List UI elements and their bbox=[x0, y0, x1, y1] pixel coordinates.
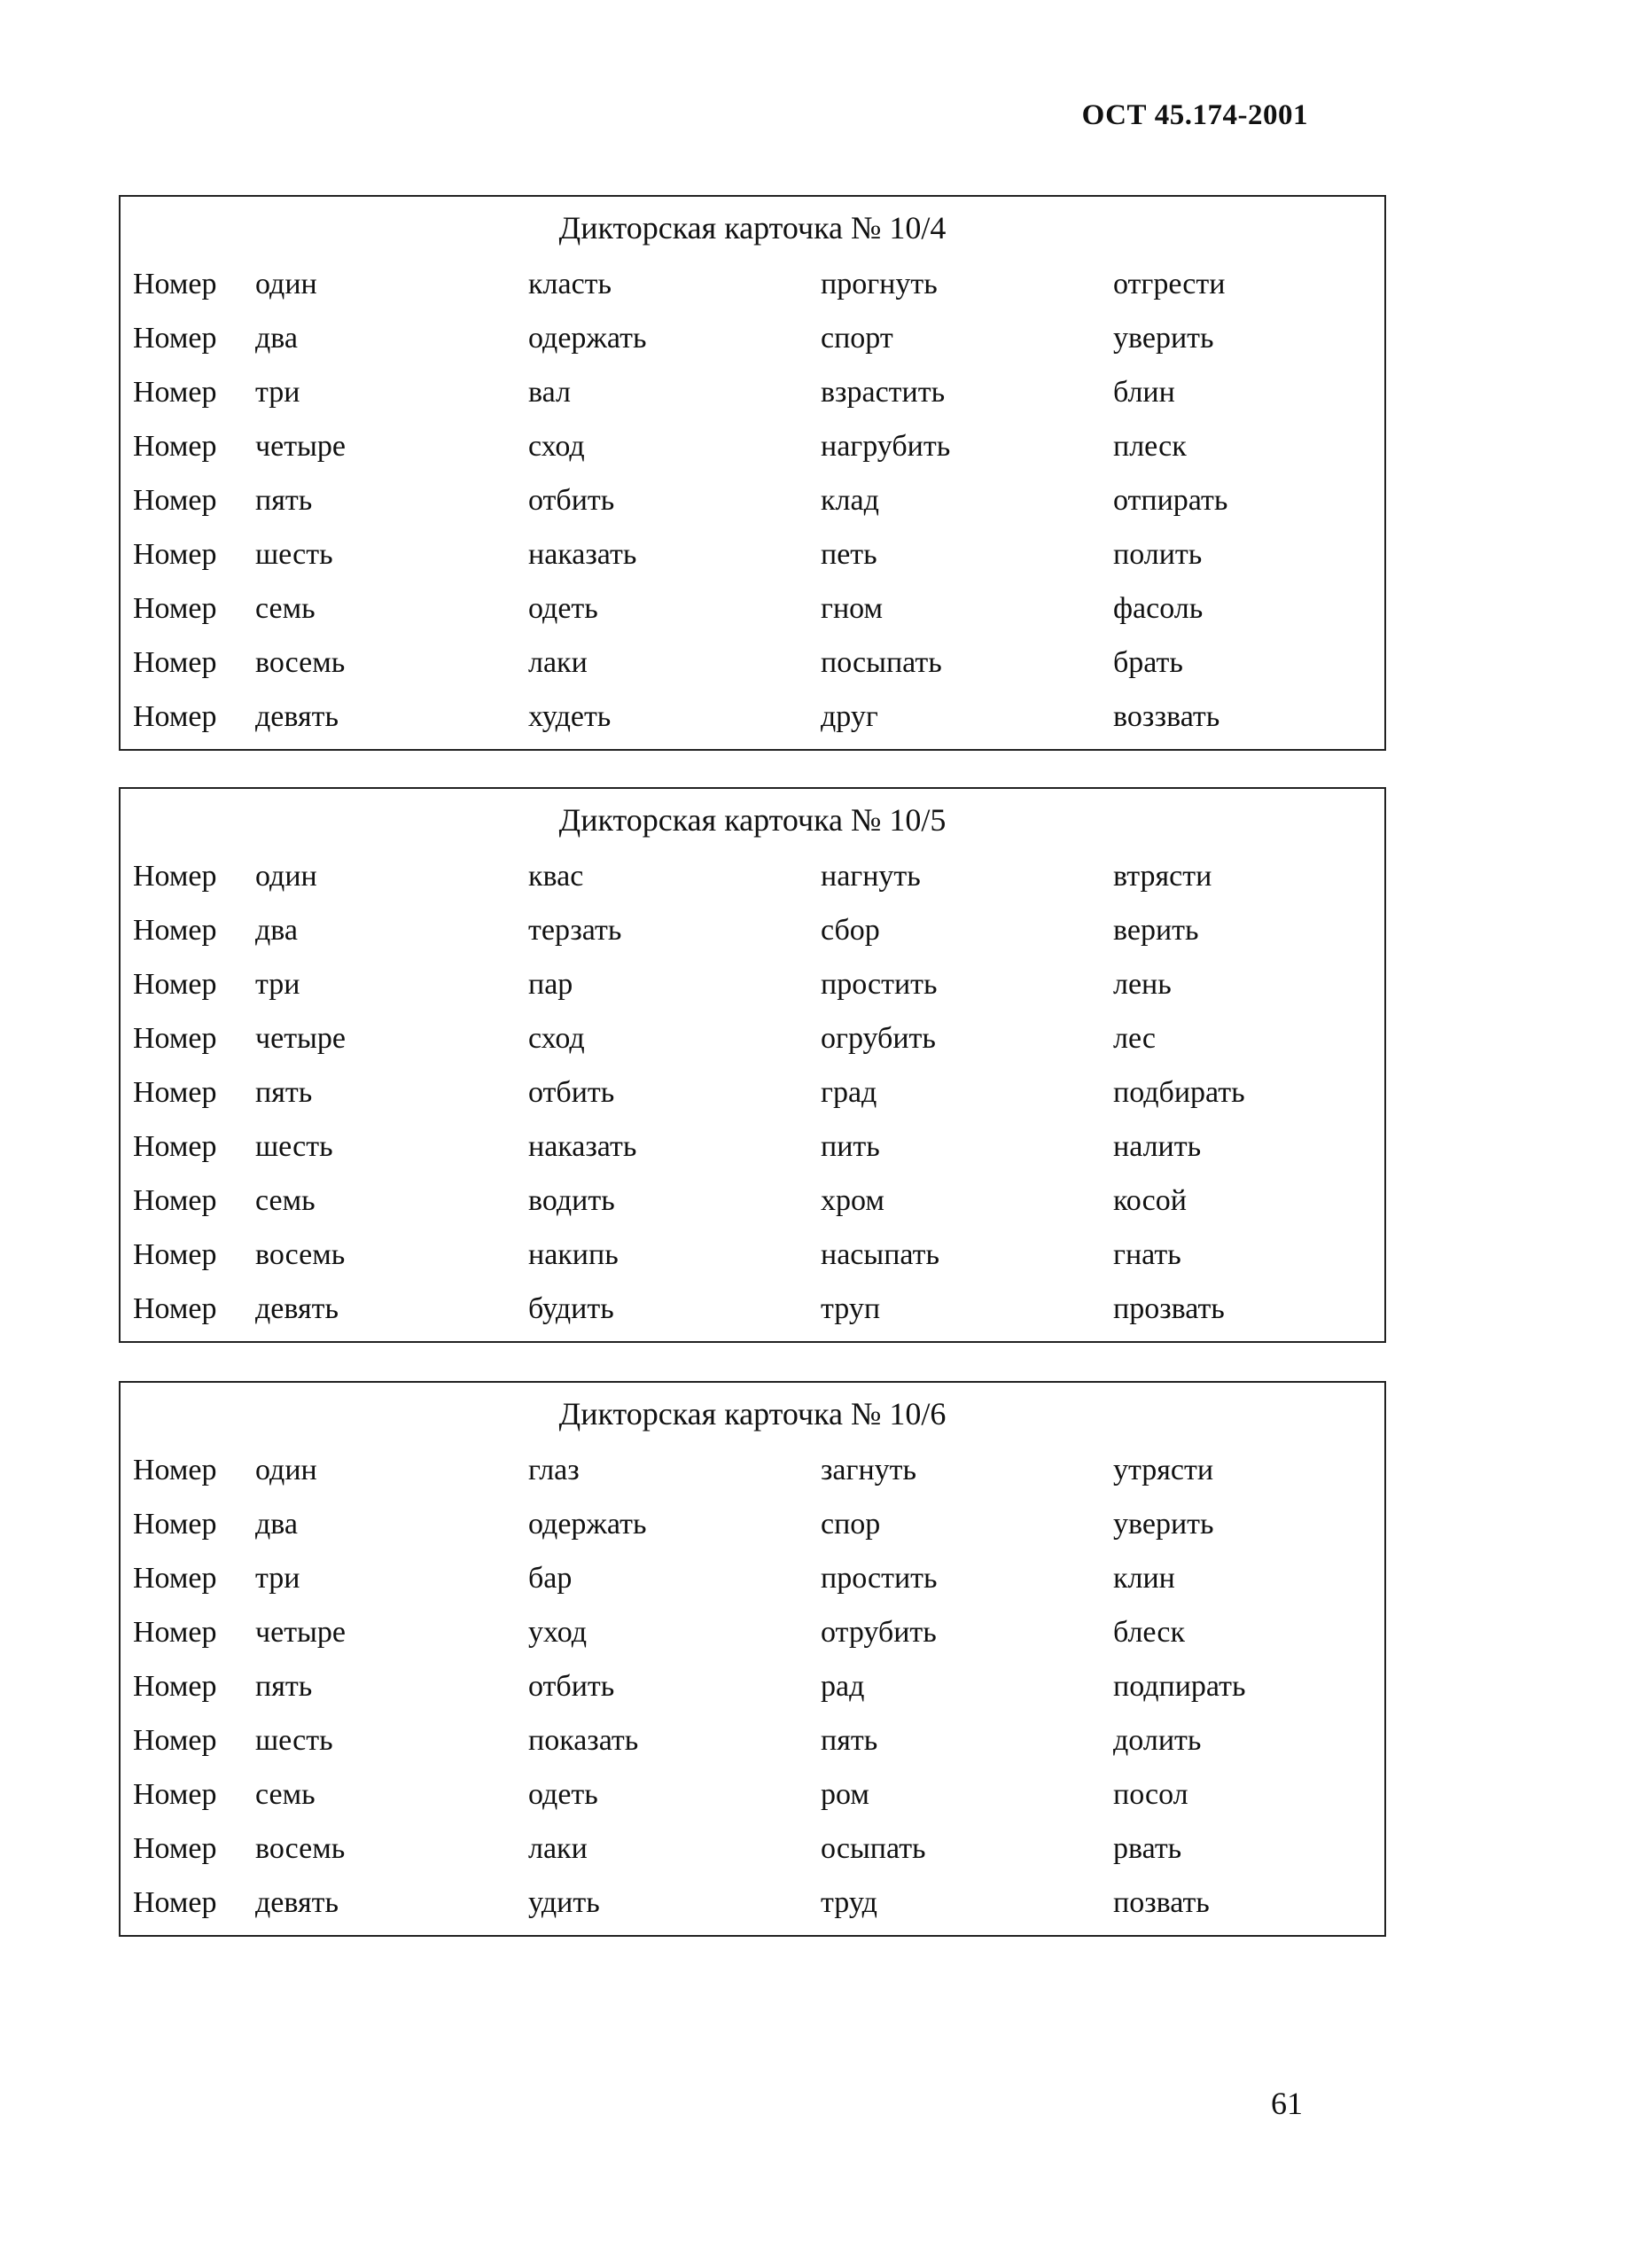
table-row bbox=[121, 1670, 1384, 1723]
cell-word-2: сбор bbox=[821, 914, 880, 947]
cell-number: пять bbox=[255, 1670, 313, 1703]
table-row bbox=[121, 1832, 1384, 1885]
cell-word-2: ром bbox=[821, 1778, 869, 1811]
table-row bbox=[121, 1130, 1384, 1183]
cell-word-3: фасоль bbox=[1113, 592, 1204, 625]
table-row bbox=[121, 1562, 1384, 1615]
cell-number: три bbox=[255, 968, 300, 1001]
cell-word-1: уход bbox=[528, 1616, 588, 1649]
table-row bbox=[121, 968, 1384, 1021]
cell-number: один bbox=[255, 268, 317, 300]
cell-word-1: отбить bbox=[528, 1670, 615, 1703]
cell-number: семь bbox=[255, 1778, 316, 1811]
speaker-card-10-6 bbox=[119, 1381, 1386, 1937]
cell-word-3: лень bbox=[1113, 968, 1172, 1001]
cell-word-3: косой bbox=[1113, 1184, 1187, 1217]
cell-number: четыре bbox=[255, 1022, 346, 1055]
cell-number: семь bbox=[255, 592, 316, 625]
cell-label: Номер bbox=[133, 1508, 217, 1541]
cell-word-3: прозвать bbox=[1113, 1292, 1225, 1325]
card-title: Дикторская карточка № 10/5 bbox=[558, 802, 947, 838]
cell-number: один bbox=[255, 860, 317, 893]
table-row bbox=[121, 700, 1384, 753]
cell-label: Номер bbox=[133, 1022, 217, 1055]
table-row bbox=[121, 646, 1384, 699]
cell-label: Номер bbox=[133, 1832, 217, 1865]
cell-label: Номер bbox=[133, 1184, 217, 1217]
table-row bbox=[121, 1022, 1384, 1075]
cell-word-1: будить bbox=[528, 1292, 614, 1325]
cell-label: Номер bbox=[133, 1292, 217, 1325]
table-row bbox=[121, 268, 1384, 321]
cell-word-2: пять bbox=[821, 1724, 878, 1757]
speaker-card-10-4 bbox=[119, 195, 1386, 751]
cell-word-3: лес bbox=[1113, 1022, 1156, 1055]
cell-word-1: одеть bbox=[528, 592, 598, 625]
cell-word-1: накипь bbox=[528, 1238, 619, 1271]
document-code: ОСТ 45.174-2001 bbox=[1081, 99, 1308, 131]
cell-word-2: спорт bbox=[821, 322, 893, 355]
cell-word-1: водить bbox=[528, 1184, 615, 1217]
cell-number: шесть bbox=[255, 1130, 333, 1163]
cell-word-1: удить bbox=[528, 1886, 600, 1919]
cell-word-3: полить bbox=[1113, 538, 1203, 571]
cell-label: Номер bbox=[133, 268, 217, 300]
cell-word-1: бар bbox=[528, 1562, 573, 1595]
cell-word-1: худеть bbox=[528, 700, 612, 733]
cell-word-2: отрубить bbox=[821, 1616, 937, 1649]
cell-word-1: квас bbox=[528, 860, 584, 893]
cell-label: Номер bbox=[133, 430, 217, 463]
cell-word-3: брать bbox=[1113, 646, 1183, 679]
cell-word-2: рад bbox=[821, 1670, 865, 1703]
cell-word-2: труд bbox=[821, 1886, 877, 1919]
cell-word-1: показать bbox=[528, 1724, 639, 1757]
cell-word-3: утрясти bbox=[1113, 1454, 1214, 1486]
cell-word-1: одержать bbox=[528, 322, 647, 355]
cell-number: два bbox=[255, 1508, 298, 1541]
cell-word-3: рвать bbox=[1113, 1832, 1182, 1865]
cell-word-3: посол bbox=[1113, 1778, 1188, 1811]
cell-word-1: вал bbox=[528, 376, 571, 409]
cell-word-1: отбить bbox=[528, 484, 615, 517]
cell-label: Номер bbox=[133, 914, 217, 947]
cell-number: два bbox=[255, 914, 298, 947]
cell-word-3: блеск bbox=[1113, 1616, 1185, 1649]
table-row bbox=[121, 914, 1384, 967]
cell-word-3: уверить bbox=[1113, 322, 1214, 355]
cell-word-3: отгрести bbox=[1113, 268, 1226, 300]
table-row bbox=[121, 484, 1384, 537]
cell-word-1: лаки bbox=[528, 1832, 588, 1865]
table-row bbox=[121, 1616, 1384, 1669]
cell-label: Номер bbox=[133, 968, 217, 1001]
cell-label: Номер bbox=[133, 322, 217, 355]
cell-number: три bbox=[255, 1562, 300, 1595]
cell-word-3: уверить bbox=[1113, 1508, 1214, 1541]
cell-word-3: подпирать bbox=[1113, 1670, 1246, 1703]
cell-label: Номер bbox=[133, 1076, 217, 1109]
cell-label: Номер bbox=[133, 1616, 217, 1649]
cell-word-3: гнать bbox=[1113, 1238, 1181, 1271]
table-row bbox=[121, 538, 1384, 591]
cell-word-3: долить bbox=[1113, 1724, 1202, 1757]
cell-label: Номер bbox=[133, 1670, 217, 1703]
cell-word-3: плеск bbox=[1113, 430, 1187, 463]
cell-number: пять bbox=[255, 1076, 313, 1109]
card-title: Дикторская карточка № 10/6 bbox=[558, 1396, 947, 1432]
cell-number: один bbox=[255, 1454, 317, 1486]
cell-label: Номер bbox=[133, 1724, 217, 1757]
cell-label: Номер bbox=[133, 700, 217, 733]
cell-word-1: наказать bbox=[528, 538, 637, 571]
cell-word-2: хром bbox=[821, 1184, 884, 1217]
table-row bbox=[121, 592, 1384, 645]
cell-label: Номер bbox=[133, 860, 217, 893]
cell-label: Номер bbox=[133, 646, 217, 679]
cell-number: девять bbox=[255, 1886, 339, 1919]
page-number: 61 bbox=[1271, 2086, 1303, 2121]
cell-word-2: гном bbox=[821, 592, 884, 625]
cell-number: девять bbox=[255, 700, 339, 733]
table-row bbox=[121, 430, 1384, 483]
cell-word-2: град bbox=[821, 1076, 877, 1109]
cell-number: девять bbox=[255, 1292, 339, 1325]
cell-word-2: простить bbox=[821, 1562, 938, 1595]
cell-word-2: насыпать bbox=[821, 1238, 939, 1271]
cell-number: четыре bbox=[255, 1616, 346, 1649]
table-row bbox=[121, 1076, 1384, 1129]
cell-label: Номер bbox=[133, 592, 217, 625]
cell-word-3: воззвать bbox=[1113, 700, 1220, 733]
cell-number: шесть bbox=[255, 1724, 333, 1757]
cell-label: Номер bbox=[133, 1238, 217, 1271]
table-row bbox=[121, 860, 1384, 913]
cell-word-1: терзать bbox=[528, 914, 622, 947]
cell-label: Номер bbox=[133, 1886, 217, 1919]
cell-word-1: одержать bbox=[528, 1508, 647, 1541]
cell-word-2: клад bbox=[821, 484, 879, 517]
cell-label: Номер bbox=[133, 1130, 217, 1163]
cell-number: восемь bbox=[255, 646, 346, 679]
table-row bbox=[121, 1238, 1384, 1291]
cell-number: четыре bbox=[255, 430, 346, 463]
cell-word-1: отбить bbox=[528, 1076, 615, 1109]
cell-word-2: простить bbox=[821, 968, 938, 1001]
cell-label: Номер bbox=[133, 538, 217, 571]
cell-number: пять bbox=[255, 484, 313, 517]
cell-word-2: осыпать bbox=[821, 1832, 926, 1865]
speaker-card-10-5 bbox=[119, 787, 1386, 1343]
cell-word-2: пить bbox=[821, 1130, 880, 1163]
table-row bbox=[121, 1886, 1384, 1939]
cell-word-1: класть bbox=[528, 268, 612, 300]
cell-word-1: глаз bbox=[528, 1454, 580, 1486]
cell-word-3: клин bbox=[1113, 1562, 1175, 1595]
table-row bbox=[121, 322, 1384, 375]
cell-number: два bbox=[255, 322, 298, 355]
cell-number: семь bbox=[255, 1184, 316, 1217]
cell-word-1: лаки bbox=[528, 646, 588, 679]
cell-word-2: петь bbox=[821, 538, 877, 571]
cell-word-1: пар bbox=[528, 968, 573, 1001]
cell-word-3: блин bbox=[1113, 376, 1175, 409]
cell-word-1: сход bbox=[528, 1022, 585, 1055]
cell-word-1: сход bbox=[528, 430, 585, 463]
table-row bbox=[121, 1292, 1384, 1346]
table-row bbox=[121, 376, 1384, 429]
cell-word-2: нагрубить bbox=[821, 430, 951, 463]
cell-word-1: одеть bbox=[528, 1778, 598, 1811]
cell-label: Номер bbox=[133, 1562, 217, 1595]
cell-label: Номер bbox=[133, 1454, 217, 1486]
table-row bbox=[121, 1724, 1384, 1777]
cell-word-2: прогнуть bbox=[821, 268, 938, 300]
cell-word-2: загнуть bbox=[821, 1454, 917, 1486]
cell-number: шесть bbox=[255, 538, 333, 571]
cell-word-3: подбирать bbox=[1113, 1076, 1245, 1109]
cell-word-3: втрясти bbox=[1113, 860, 1212, 893]
cell-label: Номер bbox=[133, 376, 217, 409]
cell-word-1: наказать bbox=[528, 1130, 637, 1163]
cell-label: Номер bbox=[133, 1778, 217, 1811]
cell-word-3: отпирать bbox=[1113, 484, 1228, 517]
card-title: Дикторская карточка № 10/4 bbox=[558, 210, 947, 246]
cell-word-2: друг bbox=[821, 700, 878, 733]
table-row bbox=[121, 1184, 1384, 1237]
cell-word-3: верить bbox=[1113, 914, 1199, 947]
cell-word-2: огрубить bbox=[821, 1022, 936, 1055]
cell-word-2: спор bbox=[821, 1508, 881, 1541]
cell-word-2: труп bbox=[821, 1292, 881, 1325]
cell-label: Номер bbox=[133, 484, 217, 517]
cell-number: три bbox=[255, 376, 300, 409]
cell-number: восемь bbox=[255, 1238, 346, 1271]
table-row bbox=[121, 1454, 1384, 1507]
cell-word-2: посыпать bbox=[821, 646, 942, 679]
cell-word-2: взрастить bbox=[821, 376, 946, 409]
cell-word-3: позвать bbox=[1113, 1886, 1210, 1919]
table-row bbox=[121, 1508, 1384, 1561]
table-row bbox=[121, 1778, 1384, 1831]
cell-number: восемь bbox=[255, 1832, 346, 1865]
cell-word-2: нагнуть bbox=[821, 860, 921, 893]
cell-word-3: налить bbox=[1113, 1130, 1202, 1163]
